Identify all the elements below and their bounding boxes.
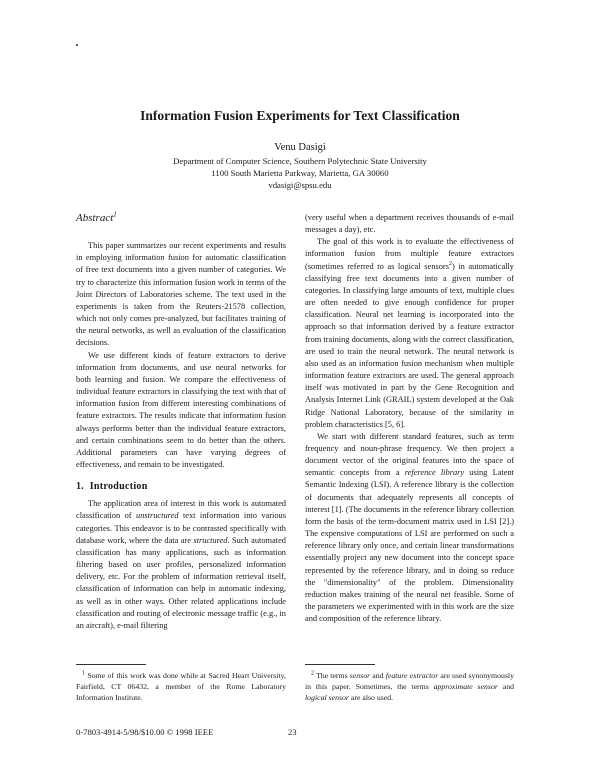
footnote-marker-1: 1 [113, 210, 117, 219]
intro-paragraph-3: We start with different standard features, such as term frequency and noun-phrase frequency. We then project a document vector of the original features into the space of semantic concepts from a reference library using Latent Semantic Indexing (LSI). A reference library is the collection of documents that adequately represents all concepts of interest [1]. (The documents in the reference library collection form the basis of the term-document matrix used in LSI [2].) The expensive computations of LSI are performed on such a reference library only once, and certain linear transformations essentially project any new document into the concept space represented by the reference library, and in doing so reduce the "dimensionality" of the problem. Dimensionality reduction makes training of the neural net feasible. Some of the parameters we experimented with in this work are the size and composition of the reference library. [305, 431, 514, 624]
author-name: Venu Dasigi [274, 142, 326, 153]
affiliation-email: vdasigi@spsu.edu [268, 180, 332, 190]
right-column [305, 212, 514, 625]
footnote-1: $^1$ Some of this work was done while at Sacred Heart University, Fairfield, CT 06432, a member of the Rome Laboratory Information Institute. [76, 670, 287, 702]
intro-continuation: (very useful when a department receives thousands of e-mail messages a day), etc. [305, 213, 514, 235]
abstract-paragraph-2: We use different kinds of feature extractors to derive information from documents, and use neural networks for both learning and fusion. We compare the effectiveness of individual feature extractors in classifying the text with that of information fusion from different interesting combinations of feature extractors. The results indicate that information fusion always performs better than the individual feature extractors, and certain combinations seem to do better than the others. Additional parameters can have varying degrees of effectiveness, and remain to be investigated. [76, 350, 286, 469]
scan-speck [76, 44, 78, 46]
footer-copyright: 0-7803-4914-5/98/$10.00 © 1998 IEEE [76, 727, 214, 737]
intro-paragraph-1: The application area of interest in this work is automated classification of unstructured text information into various categories. This endeavor is to be contrasted specifically with database work, where the data are structured. Such automated classification has many applications, such as information filtering based on user profiles, personalized information delivery, etc. For the problem of information retrieval itself, classification of information can help in automatic indexing, as well as in other ways. Other related applications include classification and routing of electronic message traffic (e.g., in an aircraft), e-mail filtering [76, 499, 286, 630]
abstract-paragraph-1: This paper summarizes our recent experiments and results in employing information fusion for automatic classification of free text documents into a given number of categories. We try to characterize this information fusion work in terms of the Joint Directors of Laboratories scheme. The text used in the experiments is taken from the Reuters-21578 collection, which not only comes pre-analyzed, but facilitates training of the neural networks, as well as evaluation of the classification decisions. [76, 241, 286, 348]
footnote-rule-right [305, 664, 375, 665]
intro-paragraph-2: The goal of this work is to evaluate the effectiveness of information fusion from multiple feature extractors (sometimes referred to as logical sensors$^2$) in automatically classifying free text documents into a given number of categories. In classifying large amounts of text, multiple clues are often needed to give enough confidence for proper classification. Neural net learning is incorporated into the approach so that information derived by a feature extractor from training documents, along with the correct classification, are used to train the neural network. The neural network is also used as an information fusion mechanism when multiple information feature extractors are used. The general approach itself was motivated in part by the Gene Recognition and Analysis Internet Link (GRAIL) system developed at the Oak Ridge National Laboratory, because of the similarity in problem characteristics [5, 6]. [305, 237, 514, 429]
section-heading-introduction: 1. Introduction [76, 481, 148, 493]
footnote-marker-2: 2 [448, 260, 452, 267]
author-affiliation [0, 155, 600, 191]
footnote-2: $^2$ The terms sensor and feature extractor are used synonymously in this paper. Sometimes, the terms approximate sensor and logical sensor are also used. [305, 670, 514, 702]
footnote-rule-left [76, 664, 146, 665]
affiliation-address: 1100 South Marietta Parkway, Marietta, GA 30060 [211, 168, 389, 178]
abstract-heading: Abstract$^1$ [76, 210, 117, 224]
paper-title: Information Fusion Experiments for Text Classification [140, 108, 460, 123]
affiliation-department: Department of Computer Science, Southern Polytechnic State University [173, 156, 427, 166]
page-number: 23 [288, 727, 297, 737]
left-column [76, 212, 286, 632]
